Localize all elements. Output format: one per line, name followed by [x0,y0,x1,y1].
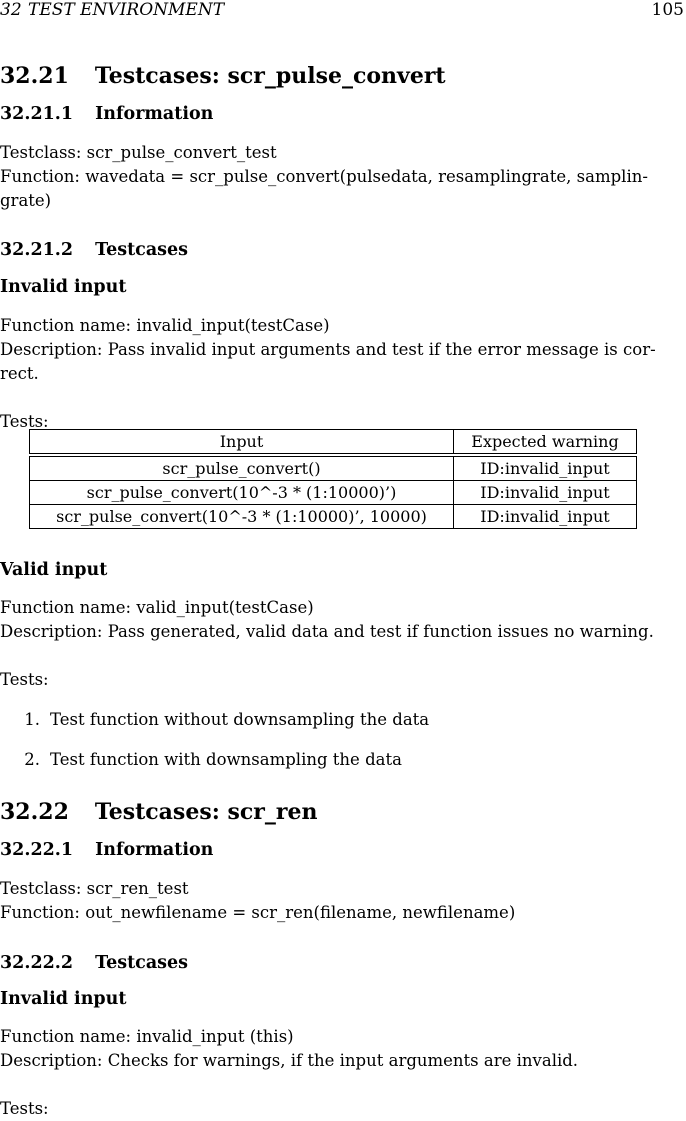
subsection-number: 32.21.2 [0,240,74,260]
tests-table [29,429,637,529]
subsection-number: 32.22.1 [0,840,74,860]
subsection-heading [0,240,188,260]
column-header-expected-warning: Expected warning [454,430,637,456]
subsection-heading [0,104,213,124]
section-number: 32.21 [0,63,69,89]
function-line: Function: wavedata = scr_pulse_convert(pulsedata, resamplingrate, samplin- [0,167,648,186]
tests-label: Tests: [0,1099,49,1118]
subsection-number: 32.22.2 [0,953,74,973]
paragraph-title: Invalid input [0,989,127,1009]
table-cell-warning: ID:invalid_input [454,505,637,529]
description-line-continued: rect. [0,364,39,383]
subsection-title: Testcases [95,240,188,260]
table-row [30,455,637,481]
table-cell-warning: ID:invalid_input [454,481,637,505]
section-title: Testcases: scr_ren [94,799,318,825]
chapter-number: 32 [0,0,22,20]
list-item-number: 1. [24,710,40,729]
tests-label: Tests: [0,412,49,431]
function-name-line: Function name: valid_input(testCase) [0,598,314,617]
function-line: Function: out_newfilename = scr_ren(filename, newfilename) [0,903,516,922]
table-cell-input: scr_pulse_convert(10^-3 * (1:10000)’) [30,481,454,505]
tests-label: Tests: [0,670,49,689]
running-header [0,0,686,22]
list-item-number: 2. [24,750,40,769]
table-row [30,505,637,529]
chapter-title: TEST ENVIRONMENT [28,0,225,20]
paragraph-title: Valid input [0,560,108,580]
description-line: Description: Checks for warnings, if the input arguments are invalid. [0,1051,579,1070]
table-cell-input: scr_pulse_convert() [30,455,454,481]
page-number: 105 [651,0,684,20]
list-item [0,708,686,748]
subsection-heading [0,953,188,973]
description-line: Description: Pass invalid input arguments and test if the error message is cor- [0,340,656,359]
column-header-input: Input [30,430,454,456]
table-header-row [30,430,637,456]
list-item-text: Test function without downsampling the data [50,710,430,729]
table-cell-warning: ID:invalid_input [454,455,637,481]
section-number: 32.22 [0,799,69,825]
table-row [30,481,637,505]
description-line: Description: Pass generated, valid data and test if function issues no warning. [0,622,654,641]
subsection-title: Information [95,104,214,124]
subsection-number: 32.21.1 [0,104,74,124]
function-name-line: Function name: invalid_input (this) [0,1027,294,1046]
section-heading [0,63,446,89]
section-title: Testcases: scr_pulse_convert [94,63,446,89]
table-cell-input: scr_pulse_convert(10^-3 * (1:10000)’, 10000) [30,505,454,529]
testclass-line: Testclass: scr_ren_test [0,879,189,898]
list-item [0,748,686,788]
list-item-text: Test function with downsampling the data [50,750,402,769]
subsection-title: Information [95,840,214,860]
section-heading [0,799,317,825]
tests-list [0,708,686,788]
paragraph-title: Invalid input [0,277,127,297]
subsection-title: Testcases [95,953,188,973]
subsection-heading [0,840,213,860]
function-name-line: Function name: invalid_input(testCase) [0,316,330,335]
function-line-continued: grate) [0,191,52,210]
testclass-line: Testclass: scr_pulse_convert_test [0,143,277,162]
